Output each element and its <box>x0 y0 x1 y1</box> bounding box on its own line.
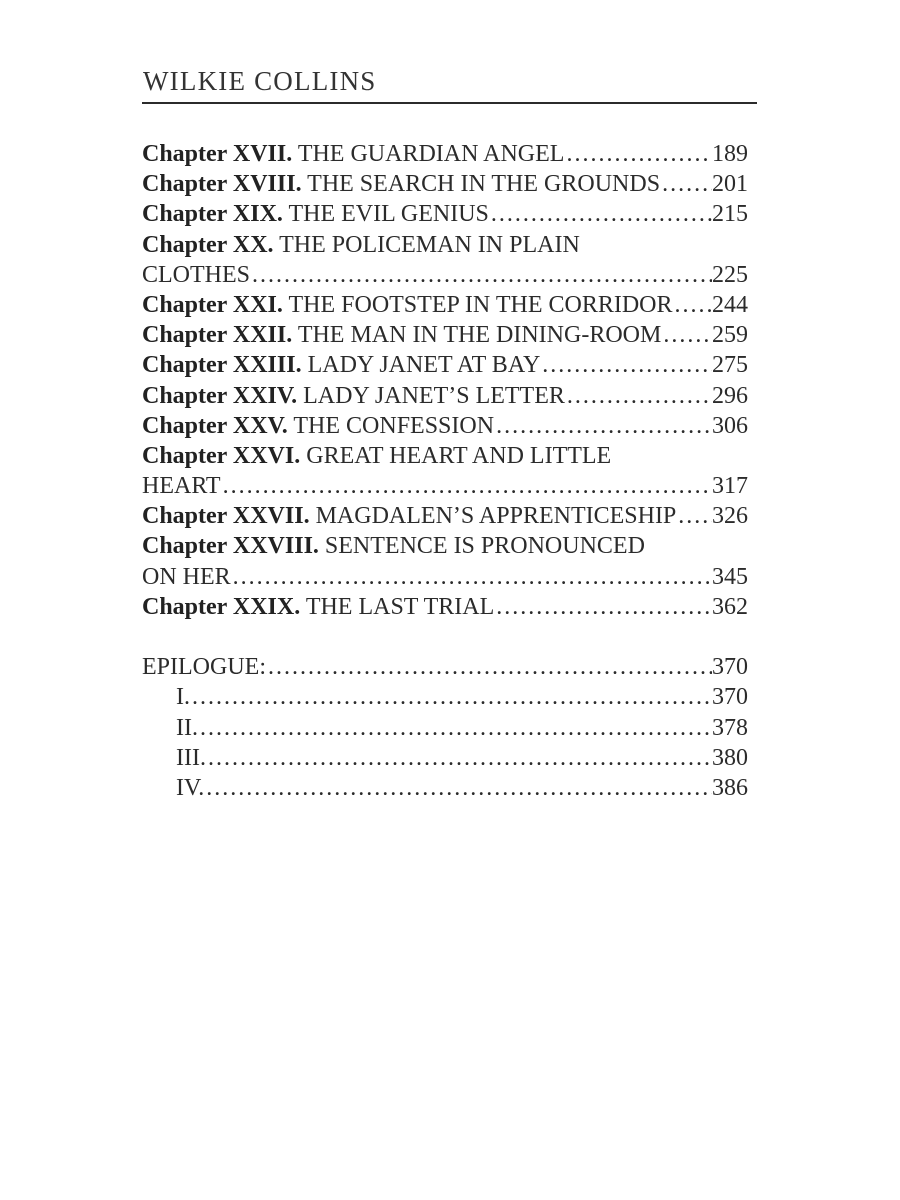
toc-entry[interactable] <box>142 531 748 561</box>
toc-entry-epilogue-part[interactable] <box>142 713 748 743</box>
section-spacer <box>142 622 748 652</box>
chapter-title-continuation: CLOTHES <box>142 261 250 288</box>
toc-entry-epilogue-part[interactable] <box>142 773 748 803</box>
chapter-title: MAGDALEN’S APPRENTICESHIP <box>315 503 677 530</box>
chapter-number: Chapter XXV. <box>142 412 288 439</box>
epilogue-part-label: II. <box>176 714 198 741</box>
dot-leader <box>268 652 712 682</box>
toc-entry[interactable] <box>142 501 748 531</box>
dot-leader <box>252 260 712 290</box>
chapter-title: THE FOOTSTEP IN THE CORRIDOR <box>288 291 673 318</box>
page-number: 215 <box>712 201 748 228</box>
toc-entry-continuation[interactable] <box>142 471 748 501</box>
toc-entry[interactable] <box>142 139 748 169</box>
chapter-title: THE EVIL GENIUS <box>288 201 489 228</box>
page-number: 225 <box>712 261 748 288</box>
chapter-title: THE CONFESSION <box>293 412 495 439</box>
dot-leader <box>491 199 712 229</box>
dot-leader <box>662 169 712 199</box>
page-number: 201 <box>712 171 748 198</box>
toc-entry[interactable] <box>142 290 748 320</box>
toc-entry[interactable] <box>142 199 748 229</box>
toc-entry-continuation[interactable] <box>142 260 748 290</box>
dot-leader <box>496 592 712 622</box>
running-head-title: WILKIE COLLINS <box>143 66 377 96</box>
toc-entry[interactable] <box>142 350 748 380</box>
chapter-title-continuation: HEART <box>142 473 221 500</box>
toc-entry[interactable] <box>142 230 748 260</box>
dot-leader <box>675 290 713 320</box>
toc-entry-continuation[interactable] <box>142 562 748 592</box>
dot-leader <box>567 381 712 411</box>
dot-leader <box>192 682 712 712</box>
dot-leader <box>200 713 712 743</box>
dot-leader <box>233 562 712 592</box>
epilogue-part-label: IV. <box>176 774 205 801</box>
page-number: 306 <box>712 412 748 439</box>
chapter-number: Chapter XXVI. <box>142 442 301 469</box>
page-number: 189 <box>712 141 748 167</box>
toc-entry[interactable] <box>142 320 748 350</box>
chapter-title: GREAT HEART AND LITTLE <box>306 442 612 469</box>
toc-entry[interactable] <box>142 381 748 411</box>
chapter-number: Chapter XXIX. <box>142 593 301 620</box>
chapter-number: Chapter XXIII. <box>142 352 302 379</box>
dot-leader <box>208 743 712 773</box>
dot-leader <box>542 350 712 380</box>
chapter-title: THE MAN IN THE DINING-ROOM <box>297 322 662 349</box>
chapter-number: Chapter XXI. <box>142 291 283 318</box>
chapter-title: THE SEARCH IN THE GROUNDS <box>307 171 661 198</box>
page-number: 370 <box>712 654 748 681</box>
chapter-number: Chapter XVIII. <box>142 171 302 198</box>
page-number: 317 <box>712 473 748 500</box>
page-number: 345 <box>712 563 748 590</box>
epilogue-part-label: I. <box>176 684 190 711</box>
page-number: 326 <box>712 503 748 530</box>
chapter-number: Chapter XX. <box>142 231 274 258</box>
chapter-title-continuation: ON HER <box>142 563 231 590</box>
chapter-number: Chapter XXIV. <box>142 382 298 409</box>
chapter-number: Chapter XXVII. <box>142 503 310 530</box>
running-head <box>142 62 757 104</box>
chapter-number: Chapter XXII. <box>142 322 293 349</box>
dot-leader <box>223 471 712 501</box>
chapter-number: Chapter XVII. <box>142 141 293 167</box>
toc-entry-epilogue-part[interactable] <box>142 682 748 712</box>
chapter-number: Chapter XXVIII. <box>142 533 319 560</box>
dot-leader <box>496 411 712 441</box>
page-number: 259 <box>712 322 748 349</box>
dot-leader <box>663 320 712 350</box>
page-number: 362 <box>712 593 748 620</box>
toc-entry-epilogue-part[interactable] <box>142 743 748 773</box>
epilogue-part-label: III. <box>176 744 206 771</box>
chapter-title: LADY JANET AT BAY <box>307 352 541 379</box>
chapter-title: THE LAST TRIAL <box>305 593 495 620</box>
toc-entry[interactable] <box>142 592 748 622</box>
toc-entry-epilogue[interactable] <box>142 652 748 682</box>
dot-leader <box>678 501 712 531</box>
chapter-title: SENTENCE IS PRONOUNCED <box>324 533 645 560</box>
chapter-number: Chapter XIX. <box>142 201 283 228</box>
chapter-title: LADY JANET’S LETTER <box>303 382 565 409</box>
toc-entry[interactable] <box>142 411 748 441</box>
page-number: 244 <box>712 291 748 318</box>
chapter-title: THE POLICEMAN IN PLAIN <box>279 231 580 258</box>
page-number: 380 <box>712 744 748 771</box>
page-number: 296 <box>712 382 748 409</box>
dot-leader <box>206 773 712 803</box>
page-number: 275 <box>712 352 748 379</box>
dot-leader <box>566 139 712 169</box>
toc-entry[interactable] <box>142 169 748 199</box>
page-number: 386 <box>712 774 748 801</box>
table-of-contents <box>142 139 748 803</box>
chapter-title: THE GUARDIAN ANGEL <box>297 141 565 167</box>
page-number: 370 <box>712 684 748 711</box>
epilogue-label: EPILOGUE: <box>142 654 266 681</box>
page-number: 378 <box>712 714 748 741</box>
toc-entry[interactable] <box>142 441 748 471</box>
